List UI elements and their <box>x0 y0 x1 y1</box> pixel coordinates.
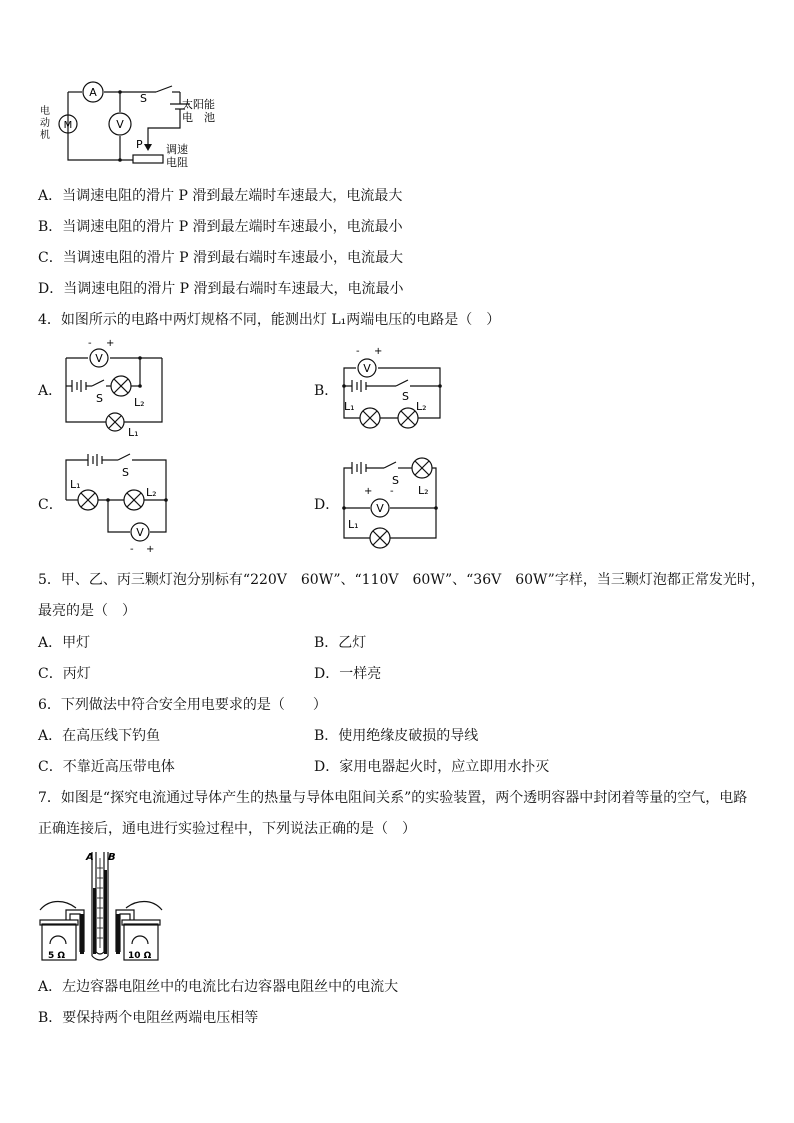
q3-circuit-svg <box>36 78 226 172</box>
q5-option-b: B．乙灯 <box>314 635 367 651</box>
plus-sign: + <box>364 486 373 497</box>
q3-option-d: D．当调速电阻的滑片 P 滑到最右端时车速最大，电流最小 <box>38 281 404 297</box>
motor-label-3: 机 <box>40 130 50 141</box>
battery-label-2: 电 池 <box>182 111 215 124</box>
q4-circuit-c <box>60 448 180 562</box>
switch-label: S <box>392 474 399 487</box>
q3-option-c: C．当调速电阻的滑片 P 滑到最右端时车速最小，电流最大 <box>38 250 404 266</box>
voltmeter-symbol: V <box>376 502 384 515</box>
voltmeter-symbol: V <box>95 352 103 365</box>
q4-label-d: D． <box>314 497 340 513</box>
minus-sign: - <box>130 544 134 555</box>
plus-sign: + <box>146 544 155 555</box>
switch-label: S <box>402 390 409 403</box>
lamp-l1-label: L₁ <box>70 478 81 491</box>
left-resistor-label: 5 Ω <box>48 951 66 961</box>
voltmeter-symbol: V <box>363 362 371 375</box>
q3-circuit-diagram <box>36 78 226 172</box>
q5-option-a: A．甲灯 <box>38 635 91 651</box>
voltmeter-symbol: V <box>116 118 124 131</box>
voltmeter-symbol: V <box>136 526 144 539</box>
q6-option-a: A．在高压线下钓鱼 <box>38 728 161 744</box>
q6-option-c: C．不靠近高压带电体 <box>38 759 175 775</box>
q3-option-a: A．当调速电阻的滑片 P 滑到最左端时车速最大，电流最大 <box>38 188 403 204</box>
q5-option-c: C．丙灯 <box>38 666 91 682</box>
q6-option-b: B．使用绝缘皮破损的导线 <box>314 728 479 744</box>
q4-label-a: A． <box>38 383 63 399</box>
q5-stem-line1: 5．甲、乙、丙三颗灯泡分别标有“220V 60W”、“110V 60W”、“36V 60W”字样，当三颗灯泡都正常发光时， <box>38 572 765 588</box>
minus-sign: - <box>88 338 92 349</box>
resistor-label-2: 电阻 <box>166 156 188 169</box>
switch-label: S <box>140 92 147 105</box>
q7-stem-line1: 7．如图是“探究电流通过导体产生的热量与导体电阻间关系”的实验装置，两个透明容器中封闭着等量的空气，电路 <box>38 790 748 806</box>
tube-a-label: A <box>86 852 94 863</box>
right-resistor-label: 10 Ω <box>128 951 152 961</box>
q4-label-c: C． <box>38 497 63 513</box>
q3-option-b: B．当调速电阻的滑片 P 滑到最左端时车速最小，电流最小 <box>38 219 403 235</box>
lamp-l1-label: L₁ <box>348 518 359 531</box>
motor-label-2: 动 <box>40 118 50 129</box>
switch-label: S <box>96 392 103 405</box>
q6-stem: 6．下列做法中符合安全用电要求的是（ ） <box>38 697 327 713</box>
lamp-l2-label: L₂ <box>134 396 145 409</box>
lamp-l2-label: L₂ <box>418 484 429 497</box>
motor-symbol: M <box>63 120 73 131</box>
q4-stem: 4．如图所示的电路中两灯规格不同，能测出灯 L₁两端电压的电路是（ ） <box>38 312 501 328</box>
switch-label: S <box>122 466 129 479</box>
slider-label: P <box>136 138 143 151</box>
minus-sign: - <box>390 486 394 497</box>
resistor-label-1: 调速 <box>166 143 188 156</box>
ammeter-symbol: A <box>89 86 97 99</box>
q4-circuit-b <box>336 342 446 438</box>
q7-option-a: A．左边容器电阻丝中的电流比右边容器电阻丝中的电流大 <box>38 979 399 995</box>
q7-stem-line2: 正确连接后，通电进行实验过程中，下列说法正确的是（ ） <box>38 821 416 837</box>
minus-sign: - <box>356 346 360 357</box>
q5-option-d: D．一样亮 <box>314 666 382 682</box>
q4-a-lamp-l1 <box>104 411 126 437</box>
q4-label-b: B． <box>314 383 339 399</box>
tube-b-label: B <box>108 852 116 863</box>
motor-label-1: 电 <box>40 106 50 117</box>
q6-option-d: D．家用电器起火时，应立即用水扑灭 <box>314 759 550 775</box>
q4-circuit-d <box>336 452 446 556</box>
q7-option-b: B．要保持两个电阻丝两端电压相等 <box>38 1010 259 1026</box>
battery-label-1: 太阳能 <box>182 98 215 111</box>
plus-sign: + <box>374 346 383 357</box>
lamp-l2-label: L₂ <box>416 400 427 413</box>
q5-stem-line2: 最亮的是（ ） <box>38 603 136 619</box>
q7-apparatus-diagram <box>36 848 166 963</box>
plus-sign: + <box>106 338 115 349</box>
lamp-l2-label: L₂ <box>146 486 157 499</box>
lamp-l1-label: L₁ <box>128 426 139 438</box>
lamp-l1-label: L₁ <box>344 400 355 413</box>
